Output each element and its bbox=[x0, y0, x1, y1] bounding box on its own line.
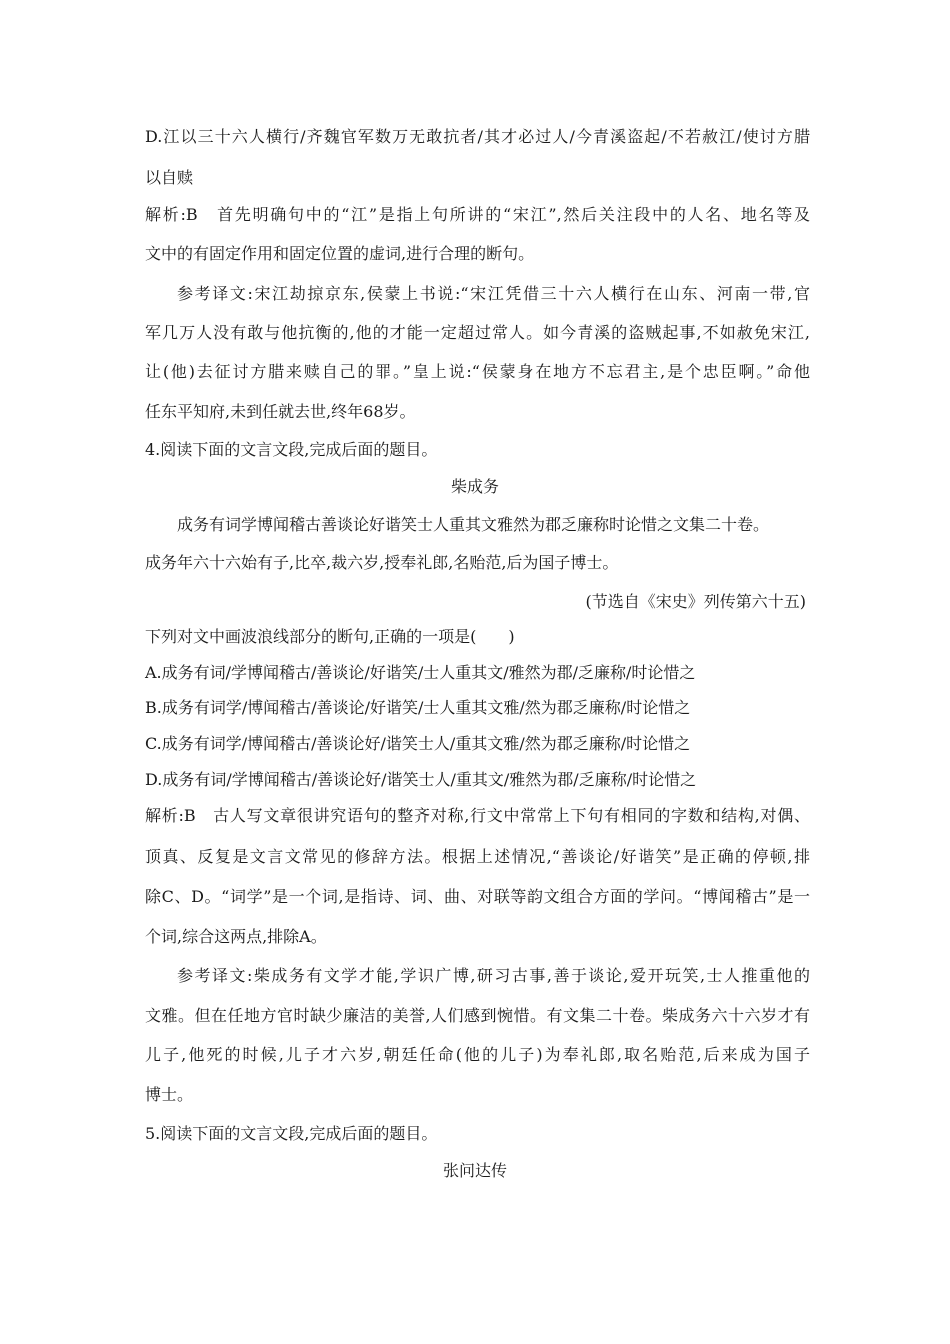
q5-stem: 5.阅读下面的文言文段,完成后面的题目。 bbox=[145, 1124, 438, 1143]
q4-question: 下列对文中画波浪线部分的断句,正确的一项是( ) bbox=[145, 627, 515, 646]
q4-option-b: B.成务有词学/博闻稽古/善谈论/好谐笑/士人重其文雅/然为郡乏廉称/时论惜之 bbox=[145, 698, 691, 717]
q4-passage-title: 柴成务 bbox=[450, 477, 499, 496]
q4-analysis-line4: 个词,综合这两点,排除A。 bbox=[145, 927, 327, 946]
q4-option-a: A.成务有词/学博闻稽古/善谈论/好谐笑/士人重其文/雅然为郡/乏廉称/时论惜之 bbox=[145, 663, 696, 682]
q3-analysis-line1: 解析:B 首先明确句中的“江”是指上句所讲的“宋江”,然后关注段中的人名、地名等及 bbox=[145, 205, 810, 224]
q3-option-d-line1: D.江以三十六人横行/齐魏官军数万无敢抗者/其才必过人/今青溪盗起/不若赦江/使讨方腊 bbox=[145, 127, 810, 146]
q4-analysis-line1: 解析:B 古人写文章很讲究语句的整齐对称,行文中常常上下句有相同的字数和结构,对偶、 bbox=[145, 806, 810, 825]
q4-option-c: C.成务有词学/博闻稽古/善谈论好/谐笑士人/重其文雅/然为郡乏廉称/时论惜之 bbox=[145, 734, 691, 753]
q4-analysis-line3: 除C、D。“词学”是一个词,是指诗、词、曲、对联等韵文组合方面的学问。“博闻稽古”是一 bbox=[145, 887, 810, 906]
q4-stem: 4.阅读下面的文言文段,完成后面的题目。 bbox=[145, 440, 438, 459]
q4-option-d: D.成务有词/学博闻稽古/善谈论好/谐笑士人/重其文/雅然为郡/乏廉称/时论惜之 bbox=[145, 770, 697, 789]
q4-translation-line2: 文雅。但在任地方官时缺少廉洁的美誉,人们感到惋惜。有文集二十卷。柴成务六十六岁才有 bbox=[145, 1006, 810, 1025]
q4-translation-line1: 参考译文:柴成务有文学才能,学识广博,研习古事,善于谈论,爱开玩笑,士人推重他的 bbox=[177, 966, 810, 985]
q3-translation-line1: 参考译文:宋江劫掠京东,侯蒙上书说:“宋江凭借三十六人横行在山东、河南一带,官 bbox=[177, 284, 810, 303]
q3-translation-line2: 军几万人没有敢与他抗衡的,他的才能一定超过常人。如今青溪的盗贼起事,不如赦免宋江, bbox=[145, 323, 810, 342]
q3-analysis-line2: 文中的有固定作用和固定位置的虚词,进行合理的断句。 bbox=[145, 244, 535, 263]
q5-passage-title: 张问达传 bbox=[442, 1161, 507, 1180]
q4-passage-line2: 成务年六十六始有子,比卒,裁六岁,授奉礼郎,名贻范,后为国子博士。 bbox=[145, 553, 619, 572]
q3-translation-line3: 让(他)去征讨方腊来赎自己的罪。”皇上说:“侯蒙身在地方不忘君主,是个忠臣啊。”命他 bbox=[145, 362, 810, 381]
q4-translation-line3: 儿子,他死的时候,儿子才六岁,朝廷任命(他的儿子)为奉礼郎,取名贻范,后来成为国子 bbox=[145, 1045, 810, 1064]
q3-translation-line4: 任东平知府,未到任就去世,终年68岁。 bbox=[145, 402, 416, 421]
q4-source: (节选自《宋史》列传第六十五) bbox=[585, 592, 806, 611]
q4-passage-line1: 成务有词学博闻稽古善谈论好谐笑士人重其文雅然为郡乏廉称时论惜之文集二十卷。 bbox=[177, 515, 770, 534]
q4-analysis-line2: 顶真、反复是文言文常见的修辞方法。根据上述情况,“善谈论/好谐笑”是正确的停顿,排 bbox=[145, 847, 810, 866]
q3-option-d-line2: 以自赎 bbox=[145, 168, 194, 187]
q4-translation-line4: 博士。 bbox=[145, 1085, 194, 1104]
